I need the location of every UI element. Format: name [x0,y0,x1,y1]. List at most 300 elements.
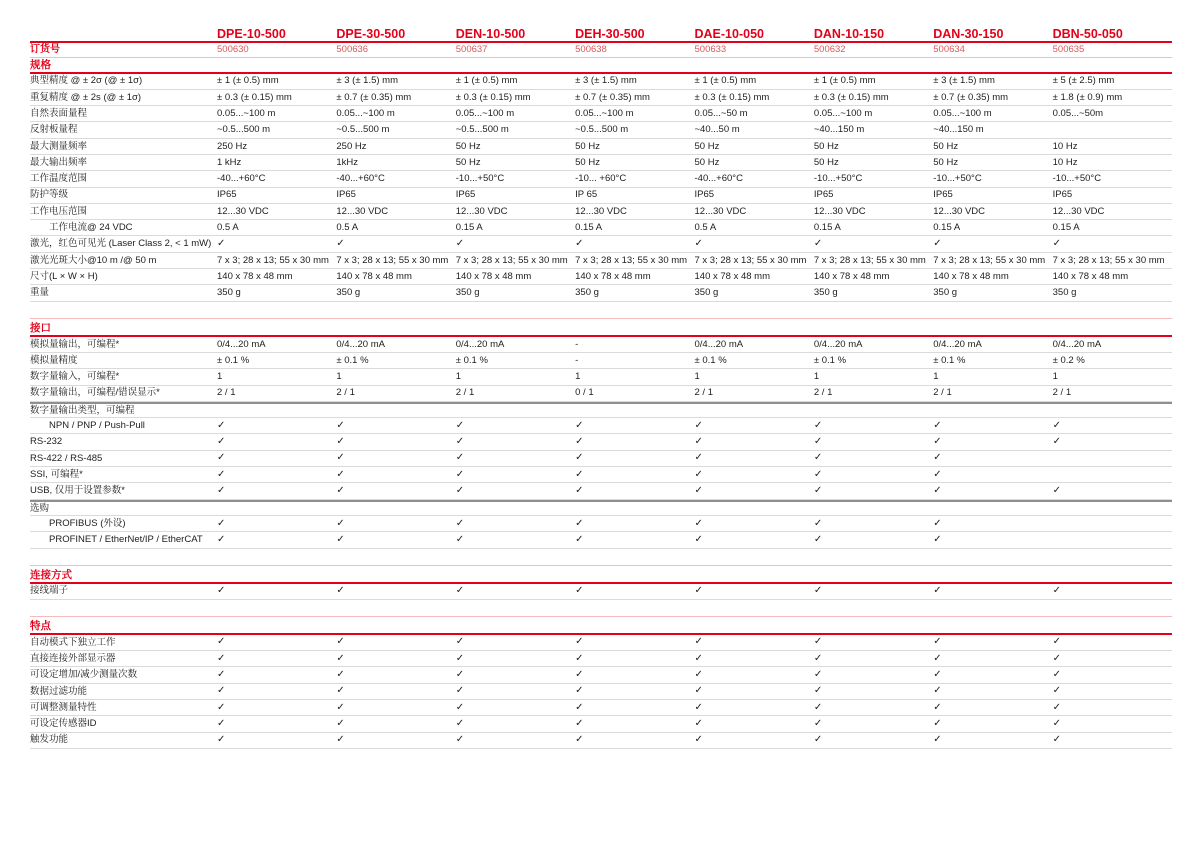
spec-value: -40...+60°C [694,173,743,185]
check-mark: ✓ [217,585,226,597]
check-mark: ✓ [1052,238,1062,250]
spec-value: 10 Hz [1052,156,1078,168]
spec-value: 140 x 78 x 48 mm [694,270,771,282]
spec-value: ± 0.1 % [217,354,250,366]
check-mark: ✓ [694,419,703,431]
spec-value: ~0.5...500 m [217,124,271,136]
spec-value: 1 [813,371,820,383]
check-mark: ✓ [933,419,942,431]
check-mark: ✓ [694,517,703,529]
spec-value: 140 x 78 x 48 mm [813,270,890,282]
table-row [30,106,1172,122]
spec-value: 1 kHz [217,156,242,168]
section-title: 接口 [30,318,1172,337]
row-label: 数据过滤功能 [30,685,88,697]
check-mark: ✓ [455,452,465,464]
spec-value: ± 0.1 % [933,354,966,366]
spec-value: 0/4...20 mA [455,338,505,350]
spec-value: 1 [1052,371,1058,383]
spec-value: 12...30 VDC [455,205,508,217]
spec-value: 7 x 3; 28 x 13; 55 x 30 mm [336,254,449,266]
check-mark: ✓ [933,452,942,464]
spec-value: 2 / 1 [1052,387,1072,399]
row-label: 激光光斑大小@10 m /@ 50 m [30,254,157,266]
check-mark: ✓ [933,652,942,664]
spec-value: IP65 [1052,189,1073,201]
spec-value: 2 / 1 [336,387,355,399]
check-mark: ✓ [336,669,345,681]
spec-value: 140 x 78 x 48 mm [1052,270,1129,282]
check-mark: ✓ [575,652,584,664]
spec-value: 140 x 78 x 48 mm [575,270,651,282]
check-mark: ✓ [813,652,823,664]
check-mark: ✓ [694,238,703,250]
check-mark: ✓ [455,468,465,480]
check-mark: ✓ [217,484,226,496]
check-mark: ✓ [455,533,465,545]
check-mark: ✓ [217,717,226,729]
spec-value: 1 [217,371,223,383]
spec-value: 0.05...~100 m [933,107,992,119]
check-mark: ✓ [694,685,703,697]
spec-value: 1 [455,371,462,383]
order-number: 500635 [1052,44,1085,55]
check-mark: ✓ [1052,717,1062,729]
check-mark: ✓ [933,734,942,746]
spec-value: 12...30 VDC [217,205,269,217]
spec-value: IP 65 [575,189,598,201]
check-mark: ✓ [694,436,703,448]
check-mark: ✓ [575,669,584,681]
spec-value: IP65 [336,189,356,201]
table-row [30,204,1172,220]
order-number: 500633 [694,44,727,55]
check-mark: ✓ [933,701,942,713]
row-label: 触发功能 [30,734,69,746]
spec-value: 50 Hz [933,156,959,168]
check-mark: ✓ [813,419,823,431]
row-label: RS-232 [30,436,63,448]
table-row [30,220,1172,236]
table-row [30,369,1172,385]
spec-value: -40...+60°C [336,173,385,185]
check-mark: ✓ [575,685,584,697]
check-mark: ✓ [813,734,823,746]
check-mark: ✓ [1052,734,1062,746]
row-label: 最大测量频率 [30,140,88,152]
table-row [30,353,1172,369]
table-row [30,733,1172,749]
table-row [30,532,1172,548]
spec-value: 12...30 VDC [1052,205,1105,217]
check-mark: ✓ [217,452,226,464]
order-row-label: 订货号 [30,43,60,55]
spec-value: 7 x 3; 28 x 13; 55 x 30 mm [933,254,1046,266]
check-mark: ✓ [455,652,465,664]
check-mark: ✓ [694,717,703,729]
spec-value: ± 1 (± 0.5) mm [455,75,518,87]
check-mark: ✓ [575,468,584,480]
spec-value: ± 0.1 % [694,354,727,366]
check-mark: ✓ [813,436,823,448]
check-mark: ✓ [933,669,942,681]
row-label: 选购 [30,502,50,514]
check-mark: ✓ [455,238,465,250]
product-name: DAE-10-050 [694,27,764,41]
spec-value: 0.5 A [694,222,717,234]
spec-value: 0.15 A [933,222,961,234]
spec-value: 350 g [336,287,361,299]
spec-value: - [575,354,579,366]
check-mark: ✓ [1052,436,1062,448]
table-row [30,171,1172,187]
spec-value: -10...+50°C [813,173,863,185]
row-label: 可设定增加/减少测量次数 [30,669,138,681]
check-mark: ✓ [217,436,226,448]
spec-value: 1 [694,371,700,383]
spec-value: 140 x 78 x 48 mm [455,270,532,282]
table-row [30,716,1172,732]
check-mark: ✓ [1052,636,1062,648]
spec-value: ± 1.8 (± 0.9) mm [1052,91,1123,103]
spec-value: 0.5 A [217,222,239,234]
check-mark: ✓ [933,517,942,529]
order-number-row [30,43,1172,58]
spec-value: 140 x 78 x 48 mm [336,270,412,282]
table-row [30,467,1172,483]
table-row [30,337,1172,353]
spec-value: IP65 [813,189,834,201]
check-mark: ✓ [933,533,942,545]
spec-value: 12...30 VDC [933,205,985,217]
table-row [30,269,1172,285]
spec-value: ± 0.1 % [455,354,488,366]
check-mark: ✓ [217,533,226,545]
check-mark: ✓ [694,636,703,648]
spec-value: 1 [933,371,939,383]
spec-value: 0.5 A [336,222,359,234]
section-title: 特点 [30,616,1172,635]
spec-value: 0.05...~100 m [455,107,515,119]
product-name: DAN-30-150 [933,27,1004,41]
spec-value: 0.15 A [813,222,841,234]
row-label: 数字量输出类型，可编程 [30,404,135,416]
check-mark: ✓ [1052,685,1062,697]
spec-value: 0/4...20 mA [1052,338,1102,350]
spec-value: 1kHz [336,156,359,168]
spec-value: -40...+60°C [217,173,266,185]
spec-value: 350 g [455,287,480,299]
table-row [30,188,1172,204]
check-mark: ✓ [694,734,703,746]
spec-value: ~40...50 m [694,124,740,136]
product-name: DPE-10-500 [217,27,286,41]
check-mark: ✓ [217,517,226,529]
check-mark: ✓ [813,468,823,480]
spec-value: ± 0.7 (± 0.35) mm [575,91,650,103]
table-row [30,635,1172,651]
spec-value: ± 3 (± 1.5) mm [575,75,637,87]
check-mark: ✓ [455,436,465,448]
spec-value: 50 Hz [455,156,481,168]
check-mark: ✓ [813,636,823,648]
spec-value: ± 0.3 (± 0.15) mm [455,91,531,103]
check-mark: ✓ [813,669,823,681]
spec-value: 0.15 A [455,222,483,234]
check-mark: ✓ [575,585,584,597]
check-mark: ✓ [813,701,823,713]
check-mark: ✓ [933,717,942,729]
spec-value: ~0.5...500 m [336,124,390,136]
spec-value: 0.15 A [1052,222,1080,234]
check-mark: ✓ [933,436,942,448]
row-label: 工作温度范围 [30,173,88,185]
check-mark: ✓ [455,734,465,746]
check-mark: ✓ [336,533,345,545]
check-mark: ✓ [217,669,226,681]
row-label: 工作电压范围 [30,205,88,217]
check-mark: ✓ [217,419,226,431]
check-mark: ✓ [575,701,584,713]
check-mark: ✓ [694,585,703,597]
product-name: DAN-10-150 [813,27,885,41]
check-mark: ✓ [575,717,584,729]
spec-value: ± 1 (± 0.5) mm [813,75,876,87]
spec-value: 0.05...~50 m [694,107,748,119]
row-label: 尺寸(L × W × H) [30,270,98,282]
spec-value: 0/4...20 mA [813,338,863,350]
row-label: 重复精度 @ ± 2s (@ ± 1σ) [30,91,142,103]
check-mark: ✓ [813,452,823,464]
check-mark: ✓ [813,685,823,697]
check-mark: ✓ [694,484,703,496]
order-number: 500630 [217,44,249,55]
spec-value: 0/4...20 mA [217,338,266,350]
check-mark: ✓ [455,585,465,597]
spec-value: 0/4...20 mA [933,338,982,350]
row-label: 接线端子 [30,585,69,597]
spec-value: ± 0.1 % [336,354,369,366]
check-mark: ✓ [694,533,703,545]
spec-value: 50 Hz [813,140,839,152]
spec-value: 50 Hz [694,156,720,168]
spec-value: 2 / 1 [813,387,833,399]
spec-value: ± 0.1 % [813,354,847,366]
row-label: 模拟量精度 [30,354,78,366]
check-mark: ✓ [217,734,226,746]
check-mark: ✓ [217,685,226,697]
spec-value: ~0.5...500 m [455,124,509,136]
table-row [30,451,1172,467]
check-mark: ✓ [336,517,345,529]
spec-value: IP65 [217,189,237,201]
row-label: NPN / PNP / Push-Pull [49,420,145,432]
order-number: 500634 [933,44,965,55]
check-mark: ✓ [813,484,823,496]
spec-value: 12...30 VDC [813,205,866,217]
spec-value: 7 x 3; 28 x 13; 55 x 30 mm [1052,254,1165,266]
row-label: 自然表面量程 [30,107,88,119]
spec-value: 0/4...20 mA [336,338,385,350]
row-label: SSI, 可编程* [30,468,83,480]
table-row [30,651,1172,667]
check-mark: ✓ [694,452,703,464]
check-mark: ✓ [336,734,345,746]
spec-value: 50 Hz [694,140,720,152]
spec-value: 2 / 1 [455,387,475,399]
check-mark: ✓ [694,652,703,664]
spec-value: -10...+50°C [933,173,982,185]
check-mark: ✓ [336,636,345,648]
row-label: 典型精度 @ ± 2σ (@ ± 1σ) [30,75,143,87]
spec-value: 12...30 VDC [694,205,747,217]
check-mark: ✓ [933,468,942,480]
spec-value: 7 x 3; 28 x 13; 55 x 30 mm [217,254,329,266]
spec-value: 0.15 A [575,222,603,234]
product-name: DBN-50-050 [1052,27,1123,41]
check-mark: ✓ [575,636,584,648]
row-label: 自动模式下独立工作 [30,636,116,648]
spec-value: IP65 [455,189,476,201]
check-mark: ✓ [455,517,465,529]
table-row [30,74,1172,90]
row-label: USB, 仅用于设置参数* [30,485,126,497]
table-row [30,90,1172,106]
spec-value: 350 g [933,287,958,299]
check-mark: ✓ [575,734,584,746]
check-mark: ✓ [813,238,823,250]
spec-value: 7 x 3; 28 x 13; 55 x 30 mm [455,254,568,266]
check-mark: ✓ [336,685,345,697]
table-row [30,684,1172,700]
spec-value: 12...30 VDC [336,205,389,217]
spec-value: -10... +60°C [575,173,627,185]
check-mark: ✓ [575,436,584,448]
spec-value: 350 g [1052,287,1077,299]
product-name: DEN-10-500 [455,27,526,41]
spec-value: ~0.5...500 m [575,124,629,136]
spec-value: ± 0.2 % [1052,354,1085,366]
check-mark: ✓ [813,717,823,729]
spec-value: 350 g [694,287,719,299]
check-mark: ✓ [813,585,823,597]
row-label: 数字量输入，可编程* [30,371,120,383]
spec-value: 0.05...~100 m [575,107,634,119]
section-title: 连接方式 [30,565,1172,584]
check-mark: ✓ [694,669,703,681]
table-row [30,418,1172,434]
check-mark: ✓ [336,436,345,448]
check-mark: ✓ [217,238,226,250]
check-mark: ✓ [575,238,584,250]
table-row [30,516,1172,532]
check-mark: ✓ [933,585,942,597]
order-number: 500637 [455,44,488,55]
spec-value: ± 0.7 (± 0.35) mm [933,91,1009,103]
row-label: 反射板量程 [30,124,78,136]
check-mark: ✓ [336,585,345,597]
product-name: DPE-30-500 [336,27,406,41]
spec-value: ~40...150 m [933,124,984,136]
order-number: 500638 [575,44,607,55]
spec-value: IP65 [933,189,953,201]
spec-value: -10...+50°C [455,173,505,185]
check-mark: ✓ [217,636,226,648]
check-mark: ✓ [1052,585,1062,597]
row-label: 重量 [30,287,50,299]
spec-value: 0.05...~100 m [217,107,276,119]
table-row [30,236,1172,252]
check-mark: ✓ [1052,701,1062,713]
table-row [30,667,1172,683]
table-row [30,386,1172,402]
check-mark: ✓ [1052,419,1062,431]
table-row [30,700,1172,716]
spec-value: 10 Hz [1052,140,1078,152]
row-label: RS-422 / RS-485 [30,452,103,464]
check-mark: ✓ [336,452,345,464]
spec-value: ± 1 (± 0.5) mm [694,75,757,87]
spec-value: 0.05...~50m [1052,107,1104,119]
check-mark: ✓ [455,669,465,681]
spec-value: 7 x 3; 28 x 13; 55 x 30 mm [575,254,688,266]
check-mark: ✓ [336,238,345,250]
spec-value: ± 3 (± 1.5) mm [336,75,399,87]
row-label: 可设定传感器ID [30,718,97,730]
check-mark: ✓ [694,468,703,480]
check-mark: ✓ [455,419,465,431]
row-label: 防护等级 [30,189,69,201]
check-mark: ✓ [336,652,345,664]
spec-value: ~40...150 m [813,124,865,136]
table-row [30,584,1172,600]
check-mark: ✓ [933,238,942,250]
spec-value: 50 Hz [575,140,600,152]
check-mark: ✓ [813,533,823,545]
check-mark: ✓ [217,701,226,713]
table-row [30,122,1172,138]
spec-value: 0.05...~100 m [336,107,395,119]
spec-value: 0/4...20 mA [694,338,744,350]
order-number: 500636 [336,44,369,55]
check-mark: ✓ [336,484,345,496]
check-mark: ✓ [455,717,465,729]
check-mark: ✓ [575,533,584,545]
table-row [30,483,1172,499]
check-mark: ✓ [575,484,584,496]
spec-value: 7 x 3; 28 x 13; 55 x 30 mm [813,254,926,266]
spec-value: 0 / 1 [575,387,594,399]
spec-value: 50 Hz [455,140,481,152]
check-mark: ✓ [217,468,226,480]
table-row [30,285,1172,301]
spec-value: 1 [575,371,581,383]
spec-value: 350 g [575,287,599,299]
check-mark: ✓ [455,701,465,713]
spec-value: 250 Hz [336,140,367,152]
check-mark: ✓ [933,685,942,697]
table-row [30,402,1172,418]
table-row [30,155,1172,171]
row-label: PROFINET / EtherNet/IP / EtherCAT [49,534,203,546]
check-mark: ✓ [813,517,823,529]
table-row [30,500,1172,516]
section-title: 规格 [30,58,1172,74]
order-number: 500632 [813,44,846,55]
row-label: PROFIBUS (外设) [49,517,126,529]
check-mark: ✓ [336,701,345,713]
spec-value: - [575,338,579,350]
